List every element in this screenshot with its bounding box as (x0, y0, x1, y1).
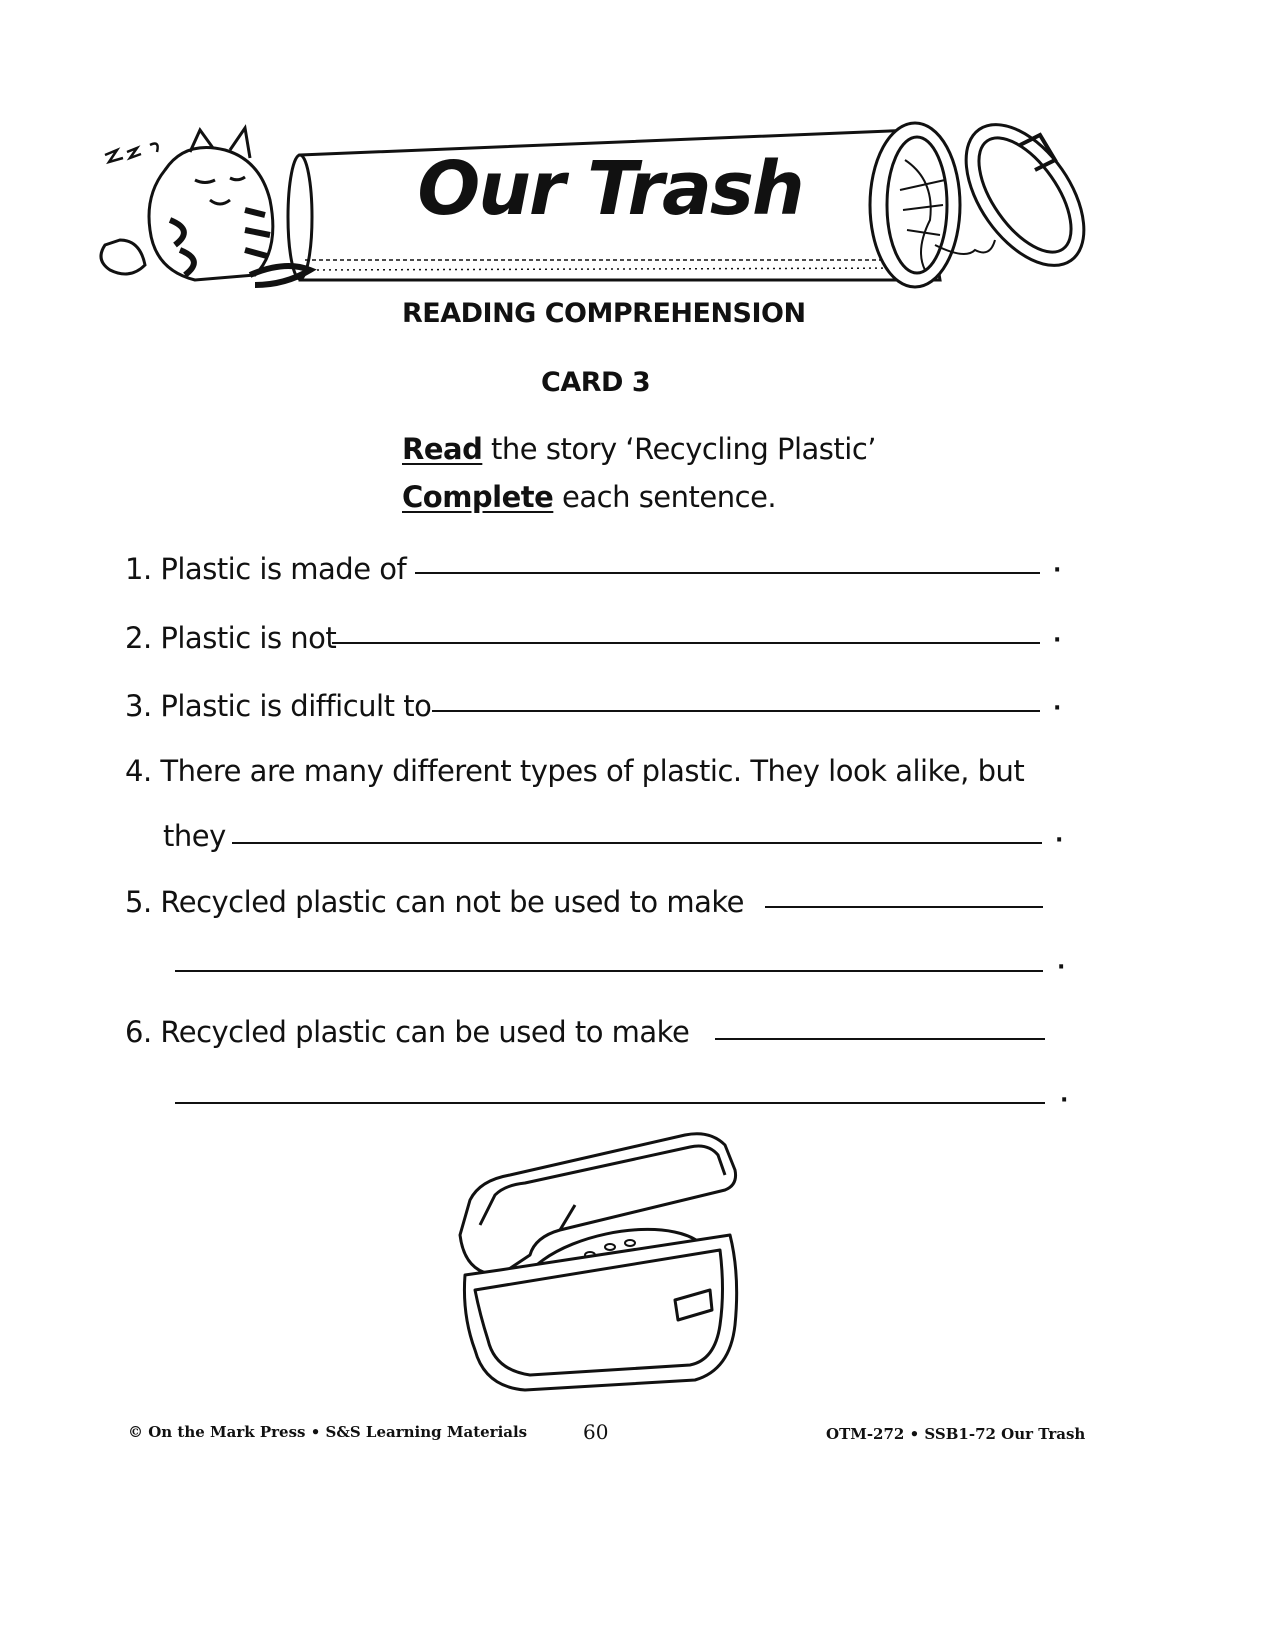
answer-line-6a[interactable] (715, 1038, 1045, 1040)
instruction-verb-complete: Complete (402, 480, 554, 514)
period-mark: · (1060, 1088, 1069, 1113)
period-mark: · (1057, 955, 1066, 980)
question-1 (125, 552, 407, 586)
question-text: Plastic is not (160, 621, 337, 655)
card-label: CARD 3 (541, 367, 651, 398)
answer-line-5a[interactable] (765, 906, 1043, 908)
question-4 (125, 754, 1025, 788)
question-text: Plastic is difficult to (160, 689, 432, 723)
question-3 (125, 689, 432, 723)
instruction-read-text: the story ‘Recycling Plastic’ (482, 432, 876, 466)
question-number: 3. (125, 689, 152, 723)
period-mark: · (1055, 828, 1064, 853)
answer-line-6b[interactable] (175, 1102, 1045, 1104)
answer-line-1[interactable] (415, 572, 1040, 574)
question-number: 1. (125, 552, 152, 586)
period-mark: · (1053, 558, 1062, 583)
worksheet-title: Our Trash (417, 146, 803, 232)
question-4-continuation: they (163, 819, 226, 853)
period-mark: · (1053, 696, 1062, 721)
question-text: There are many different types of plastic. They look alike, but (160, 754, 1025, 788)
period-mark: · (1053, 628, 1062, 653)
instruction-complete-text: each sentence. (553, 480, 777, 514)
question-6 (125, 1015, 690, 1049)
lunch-box-icon (440, 1125, 750, 1395)
question-number: 2. (125, 621, 152, 655)
section-heading: READING COMPREHENSION (402, 298, 806, 329)
instruction-verb-read: Read (402, 432, 483, 466)
footer-copyright: © On the Mark Press • S&S Learning Materials (128, 1423, 528, 1441)
question-text: Recycled plastic can not be used to make (160, 885, 744, 919)
sleeping-cat-icon (101, 128, 310, 285)
answer-line-3[interactable] (432, 710, 1040, 712)
trash-can-icon (870, 110, 1108, 287)
question-number: 5. (125, 885, 152, 919)
answer-line-2[interactable] (332, 642, 1040, 644)
page-number: 60 (583, 1420, 609, 1444)
question-2 (125, 621, 337, 655)
question-text: Plastic is made of (160, 552, 407, 586)
answer-line-5b[interactable] (175, 970, 1043, 972)
instruction-complete (402, 480, 776, 514)
question-number: 4. (125, 754, 152, 788)
footer-product-code: OTM-272 • SSB1-72 Our Trash (826, 1425, 1086, 1443)
question-number: 6. (125, 1015, 152, 1049)
question-5 (125, 885, 744, 919)
instruction-read (402, 432, 876, 466)
question-text: Recycled plastic can be used to make (160, 1015, 690, 1049)
answer-line-4[interactable] (232, 842, 1042, 844)
